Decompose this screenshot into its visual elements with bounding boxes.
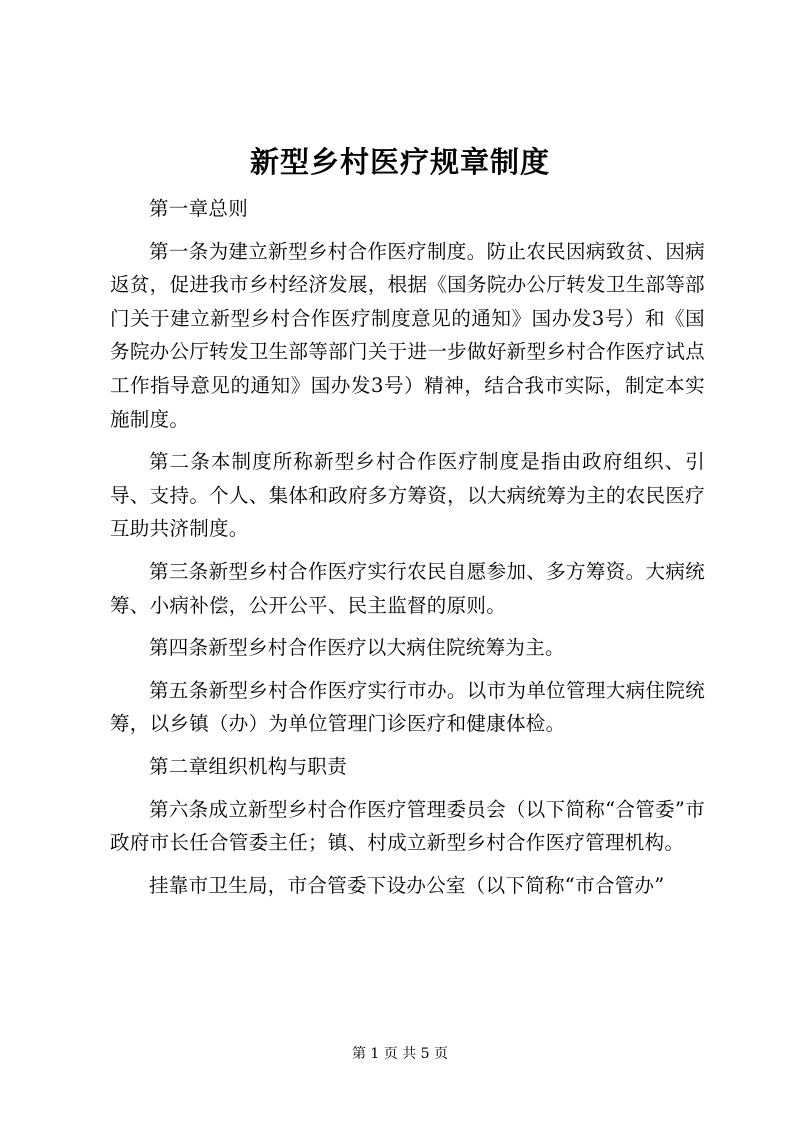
article-paragraph: 第二条本制度所称新型乡村合作医疗制度是指由政府组织、引导、支持。个人、集体和政府多方筹资，以大病统筹为主的农民医疗互助共济制度。 [110,450,705,541]
chapter-heading: 第一章总则 [149,197,249,220]
document-title: 新型乡村医疗规章制度 [249,145,550,179]
article-paragraph: 第三条新型乡村合作医疗实行农民自愿参加、多方筹资。大病统筹、小病补偿，公开公平、民主监督的原则。 [110,559,705,617]
page-footer: 第 1 页 共 5 页 [351,1046,449,1062]
article-paragraph: 挂靠市卫生局，市合管委下设办公室（以下简称“市合管办” [149,873,665,897]
document-body [110,192,705,911]
article-paragraph: 第四条新型乡村合作医疗以大病住院统筹为主。 [149,636,565,660]
article-paragraph: 第六条成立新型乡村合作医疗管理委员会（以下简称“合管委”市政府市长任合管委主任；镇、村成立新型乡村合作医疗管理机构。 [110,797,705,855]
article-paragraph: 第一条为建立新型乡村合作医疗制度。防止农民因病致贫、因病返贫，促进我市乡村经济发展，根据《国务院办公厅转发卫生部等部门关于建立新型乡村合作医疗制度意见的通知》国办发3号）和《国务院办公厅转发卫生部等部门关于进一步做好新型乡村合作医疗试点工作指导意见的通知》国办发3号）精神，结合我市实际，制定本实施制度。 [110,239,705,431]
article-paragraph: 第五条新型乡村合作医疗实行市办。以市为单位管理大病住院统筹，以乡镇（办）为单位管理门诊医疗和健康体检。 [110,678,705,736]
chapter-heading: 第二章组织机构与职责 [149,754,348,778]
